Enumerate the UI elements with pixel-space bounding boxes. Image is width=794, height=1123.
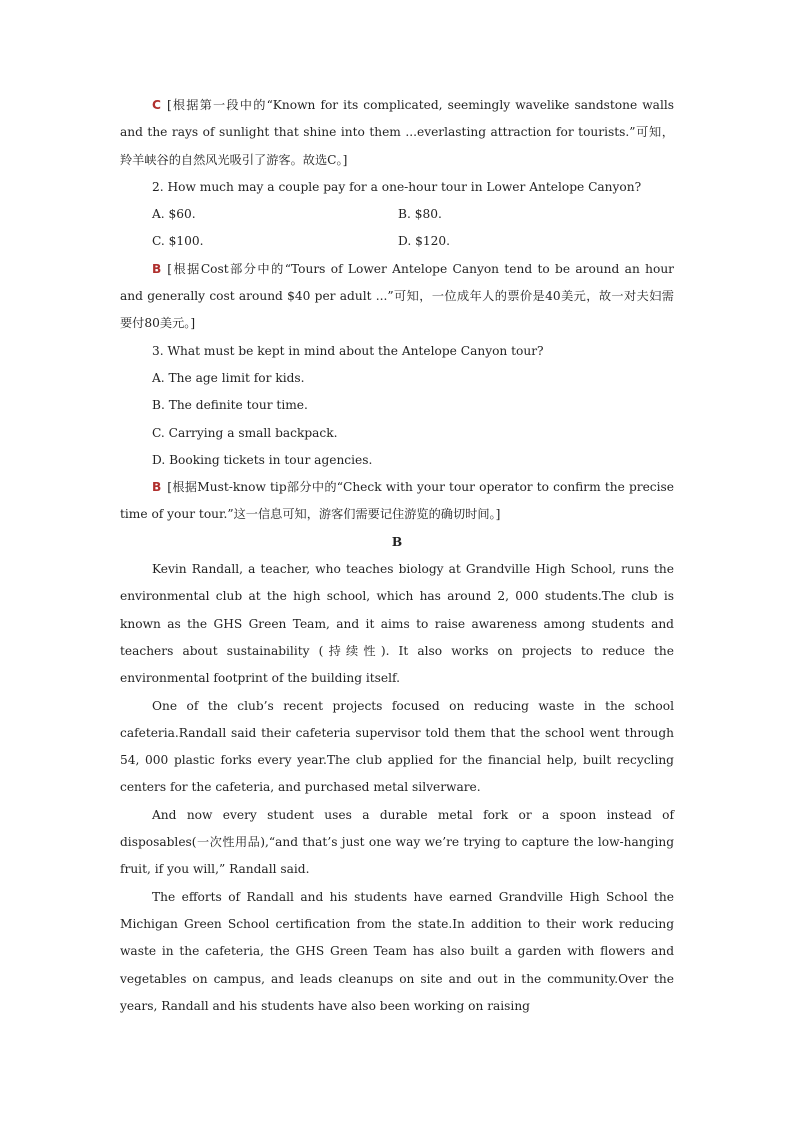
section-b-heading: B bbox=[391, 534, 403, 549]
q2-option-b: B. $80. bbox=[398, 207, 442, 222]
q3-option-c: C. Carrying a small backpack. bbox=[152, 425, 338, 440]
q3-answer-explanation bbox=[120, 474, 674, 529]
q3-option-a: A. The age limit for kids. bbox=[152, 370, 305, 385]
q3-option-b: B. The definite tour time. bbox=[152, 398, 308, 413]
passage-paragraph-2: One of the club’s recent projects focused on reducing waste in the school cafeteria.Randall said their cafeteria supervisor told them that the school went through 54, 000 plastic forks every year.The club applied for the financial help, built recycling centers for the cafeteria, and purchased metal silverware. bbox=[120, 698, 674, 795]
q3-explanation-text: [根据Must-know tip部分中的“Check with your tour operator to confirm the precise time of your tour.”这一信息可知，游客们需要记住游览的确切时间。] bbox=[120, 480, 674, 522]
q2-answer-explanation bbox=[120, 256, 674, 338]
passage-paragraph-1: Kevin Randall, a teacher, who teaches biology at Grandville High School, runs the environmental club at the high school, which has around 2, 000 students.The club is known as the GHS Green Team, and it aims to raise awareness among students and teachers about sustainability (持续性). It also works on projects to reduce the environmental footprint of the building itself. bbox=[120, 562, 674, 686]
passage-paragraph-4: The efforts of Randall and his students have earned Grandville High School the Michigan Green School certification from the state.In addition to their work reducing waste in the cafeteria, the GHS Green Team has also built a garden with flowers and vegetables on campus, and leads cleanups on site and out in the community.Over the years, Randall and his students have also been working on raising bbox=[120, 889, 674, 1013]
document-page bbox=[120, 92, 674, 1020]
q2-option-c: C. $100. bbox=[152, 234, 204, 249]
passage-paragraph-3: And now every student uses a durable metal fork or a spoon instead of disposables(一次性用品),“and that’s just one way we’re trying to capture the low-hanging fruit, if you will,” Randall said. bbox=[120, 807, 674, 877]
q3-answer-letter: B bbox=[152, 480, 162, 495]
q1-explanation-text: [根据第一段中的“Known for its complicated, seemingly wavelike sandstone walls and the rays of sunlight that shine into them ...everlasting attraction for tourists.”可知，羚羊峡谷的自然风光吸引了游客。故选C。] bbox=[120, 98, 674, 167]
q2-options-row-1 bbox=[120, 201, 674, 228]
q2-explanation-text: [根据Cost部分中的“Tours of Lower Antelope Canyon tend to be around an hour and generally cost around $40 per adult ...”可知，一位成年人的票价是40美元，故一对夫妇需要付80美元。] bbox=[120, 261, 674, 331]
q1-answer-explanation bbox=[120, 92, 674, 174]
q3-option-d: D. Booking tickets in tour agencies. bbox=[152, 452, 373, 467]
q3-question: 3. What must be kept in mind about the Antelope Canyon tour? bbox=[152, 343, 544, 358]
q2-options-row-2 bbox=[120, 228, 674, 255]
q2-option-a: A. $60. bbox=[152, 207, 196, 222]
q1-answer-letter: C bbox=[152, 98, 161, 112]
q2-option-d: D. $120. bbox=[398, 234, 450, 249]
q2-answer-letter: B bbox=[152, 261, 162, 276]
q2-question: 2. How much may a couple pay for a one-hour tour in Lower Antelope Canyon? bbox=[152, 179, 642, 194]
